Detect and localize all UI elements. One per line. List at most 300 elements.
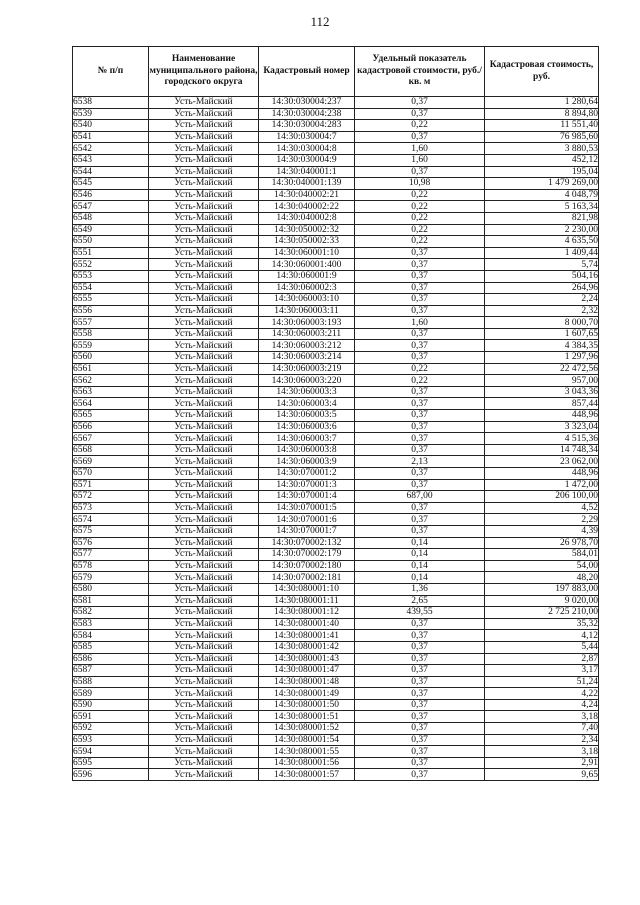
cell-specific-value: 0,37 xyxy=(355,444,485,456)
table-row xyxy=(73,317,599,329)
table-row xyxy=(73,699,599,711)
cell-district: Усть-Майский xyxy=(149,653,259,665)
cell-cadastral-number: 14:30:060002:3 xyxy=(259,282,355,294)
cell-cadastral-value: 3,17 xyxy=(485,665,599,677)
cell-cadastral-number: 14:30:080001:41 xyxy=(259,630,355,642)
cell-row-number: 6582 xyxy=(73,607,149,619)
cell-specific-value: 0,37 xyxy=(355,468,485,480)
cell-cadastral-number: 14:30:030004:8 xyxy=(259,143,355,155)
cell-district: Усть-Майский xyxy=(149,525,259,537)
cell-cadastral-number: 14:30:040002:8 xyxy=(259,212,355,224)
cell-specific-value: 0,37 xyxy=(355,131,485,143)
cell-row-number: 6558 xyxy=(73,328,149,340)
cell-specific-value: 0,37 xyxy=(355,746,485,758)
table-row xyxy=(73,108,599,120)
cell-row-number: 6573 xyxy=(73,502,149,514)
cell-specific-value: 1,60 xyxy=(355,317,485,329)
cell-cadastral-value: 821,98 xyxy=(485,212,599,224)
cell-row-number: 6583 xyxy=(73,618,149,630)
cell-row-number: 6585 xyxy=(73,641,149,653)
cell-cadastral-value: 2,32 xyxy=(485,305,599,317)
cell-cadastral-value: 9 020,00 xyxy=(485,595,599,607)
cell-specific-value: 0,37 xyxy=(355,352,485,364)
cell-row-number: 6555 xyxy=(73,294,149,306)
cell-cadastral-value: 2,34 xyxy=(485,734,599,746)
cell-cadastral-number: 14:30:060001:9 xyxy=(259,270,355,282)
table-row xyxy=(73,143,599,155)
cell-row-number: 6540 xyxy=(73,120,149,132)
cell-specific-value: 0,37 xyxy=(355,653,485,665)
cell-district: Усть-Майский xyxy=(149,468,259,480)
cell-district: Усть-Майский xyxy=(149,456,259,468)
cell-specific-value: 0,37 xyxy=(355,769,485,781)
cell-cadastral-value: 4 048,79 xyxy=(485,189,599,201)
table-row xyxy=(73,421,599,433)
cell-cadastral-value: 2 725 210,00 xyxy=(485,607,599,619)
cell-specific-value: 0,37 xyxy=(355,282,485,294)
cell-specific-value: 1,36 xyxy=(355,583,485,595)
cell-row-number: 6567 xyxy=(73,433,149,445)
table-row xyxy=(73,120,599,132)
cell-row-number: 6545 xyxy=(73,178,149,190)
cell-row-number: 6579 xyxy=(73,572,149,584)
cell-cadastral-number: 14:30:080001:43 xyxy=(259,653,355,665)
table-row xyxy=(73,328,599,340)
table-row xyxy=(73,665,599,677)
cell-cadastral-number: 14:30:080001:40 xyxy=(259,618,355,630)
cell-cadastral-value: 3,18 xyxy=(485,711,599,723)
cell-specific-value: 0,37 xyxy=(355,525,485,537)
table-row xyxy=(73,502,599,514)
cell-cadastral-value: 195,04 xyxy=(485,166,599,178)
table-row xyxy=(73,212,599,224)
cell-district: Усть-Майский xyxy=(149,328,259,340)
cell-cadastral-number: 14:30:060003:212 xyxy=(259,340,355,352)
cell-cadastral-number: 14:30:050002:33 xyxy=(259,236,355,248)
cell-cadastral-value: 1 280,64 xyxy=(485,97,599,109)
cell-specific-value: 0,37 xyxy=(355,305,485,317)
cell-cadastral-number: 14:30:080001:57 xyxy=(259,769,355,781)
cell-district: Усть-Майский xyxy=(149,224,259,236)
cell-cadastral-value: 4 515,36 xyxy=(485,433,599,445)
cell-cadastral-value: 452,12 xyxy=(485,154,599,166)
cell-district: Усть-Майский xyxy=(149,514,259,526)
cell-specific-value: 0,37 xyxy=(355,398,485,410)
cell-cadastral-number: 14:30:060003:193 xyxy=(259,317,355,329)
cell-specific-value: 0,14 xyxy=(355,549,485,561)
cell-row-number: 6552 xyxy=(73,259,149,271)
cell-district: Усть-Майский xyxy=(149,363,259,375)
table-row xyxy=(73,537,599,549)
cell-cadastral-value: 4,24 xyxy=(485,699,599,711)
cell-specific-value: 0,37 xyxy=(355,108,485,120)
cell-cadastral-value: 7,40 xyxy=(485,723,599,735)
header-district: Наименование муниципального района, городского округа xyxy=(149,47,259,97)
cell-row-number: 6562 xyxy=(73,375,149,387)
cell-district: Усть-Майский xyxy=(149,201,259,213)
cell-district: Усть-Майский xyxy=(149,549,259,561)
cell-specific-value: 0,37 xyxy=(355,757,485,769)
cell-cadastral-value: 2 230,00 xyxy=(485,224,599,236)
cell-row-number: 6556 xyxy=(73,305,149,317)
table-row xyxy=(73,398,599,410)
cell-cadastral-number: 14:30:060003:4 xyxy=(259,398,355,410)
cell-cadastral-value: 4,12 xyxy=(485,630,599,642)
table-row xyxy=(73,583,599,595)
cell-district: Усть-Майский xyxy=(149,502,259,514)
table-row xyxy=(73,154,599,166)
table-row xyxy=(73,630,599,642)
cell-district: Усть-Майский xyxy=(149,537,259,549)
table-row xyxy=(73,433,599,445)
cell-row-number: 6574 xyxy=(73,514,149,526)
cell-cadastral-value: 11 551,40 xyxy=(485,120,599,132)
cell-specific-value: 0,22 xyxy=(355,224,485,236)
cell-cadastral-number: 14:30:060003:3 xyxy=(259,386,355,398)
cell-row-number: 6541 xyxy=(73,131,149,143)
cell-row-number: 6577 xyxy=(73,549,149,561)
cell-specific-value: 439,55 xyxy=(355,607,485,619)
cell-district: Усть-Майский xyxy=(149,595,259,607)
cell-district: Усть-Майский xyxy=(149,294,259,306)
cell-district: Усть-Майский xyxy=(149,769,259,781)
cell-specific-value: 0,37 xyxy=(355,166,485,178)
cell-specific-value: 0,37 xyxy=(355,294,485,306)
cell-cadastral-value: 26 978,70 xyxy=(485,537,599,549)
cell-cadastral-number: 14:30:060001:400 xyxy=(259,259,355,271)
cell-row-number: 6580 xyxy=(73,583,149,595)
cell-cadastral-number: 14:30:070001:4 xyxy=(259,491,355,503)
cell-cadastral-value: 8 894,80 xyxy=(485,108,599,120)
table-row xyxy=(73,746,599,758)
table-row xyxy=(73,572,599,584)
cell-cadastral-value: 23 062,00 xyxy=(485,456,599,468)
cell-specific-value: 0,37 xyxy=(355,502,485,514)
table-row xyxy=(73,676,599,688)
cell-cadastral-number: 14:30:060003:9 xyxy=(259,456,355,468)
table-row xyxy=(73,294,599,306)
cell-cadastral-number: 14:30:060003:211 xyxy=(259,328,355,340)
cell-district: Усть-Майский xyxy=(149,120,259,132)
table-row xyxy=(73,734,599,746)
cell-specific-value: 0,37 xyxy=(355,328,485,340)
cell-row-number: 6547 xyxy=(73,201,149,213)
cell-cadastral-value: 51,24 xyxy=(485,676,599,688)
cell-cadastral-number: 14:30:080001:50 xyxy=(259,699,355,711)
table-row xyxy=(73,468,599,480)
cell-specific-value: 0,22 xyxy=(355,201,485,213)
cell-row-number: 6594 xyxy=(73,746,149,758)
cell-cadastral-value: 197 883,00 xyxy=(485,583,599,595)
cell-cadastral-number: 14:30:040002:21 xyxy=(259,189,355,201)
cell-district: Усть-Майский xyxy=(149,746,259,758)
cell-specific-value: 0,22 xyxy=(355,189,485,201)
table-row xyxy=(73,236,599,248)
cell-cadastral-value: 584,01 xyxy=(485,549,599,561)
cell-cadastral-value: 3 043,36 xyxy=(485,386,599,398)
cell-cadastral-number: 14:30:050002:32 xyxy=(259,224,355,236)
cell-cadastral-number: 14:30:030004:238 xyxy=(259,108,355,120)
cell-specific-value: 0,37 xyxy=(355,421,485,433)
cell-specific-value: 2,65 xyxy=(355,595,485,607)
cell-row-number: 6575 xyxy=(73,525,149,537)
cell-specific-value: 0,37 xyxy=(355,340,485,352)
cell-cadastral-number: 14:30:070001:6 xyxy=(259,514,355,526)
table-row xyxy=(73,757,599,769)
cell-row-number: 6538 xyxy=(73,97,149,109)
cell-row-number: 6569 xyxy=(73,456,149,468)
cell-district: Усть-Майский xyxy=(149,270,259,282)
cell-specific-value: 0,14 xyxy=(355,572,485,584)
cell-row-number: 6564 xyxy=(73,398,149,410)
cell-district: Усть-Майский xyxy=(149,444,259,456)
cell-district: Усть-Майский xyxy=(149,410,259,422)
table-row xyxy=(73,514,599,526)
cell-specific-value: 0,37 xyxy=(355,699,485,711)
cell-specific-value: 0,22 xyxy=(355,375,485,387)
table-row xyxy=(73,131,599,143)
cell-row-number: 6589 xyxy=(73,688,149,700)
table-row xyxy=(73,491,599,503)
cell-district: Усть-Майский xyxy=(149,560,259,572)
cell-row-number: 6592 xyxy=(73,723,149,735)
cell-specific-value: 0,37 xyxy=(355,641,485,653)
cell-cadastral-number: 14:30:060001:10 xyxy=(259,247,355,259)
cell-cadastral-number: 14:30:070002:181 xyxy=(259,572,355,584)
cell-cadastral-number: 14:30:080001:11 xyxy=(259,595,355,607)
cell-district: Усть-Майский xyxy=(149,699,259,711)
cell-row-number: 6561 xyxy=(73,363,149,375)
cell-specific-value: 0,37 xyxy=(355,665,485,677)
cell-specific-value: 687,00 xyxy=(355,491,485,503)
cell-cadastral-value: 14 748,34 xyxy=(485,444,599,456)
cell-cadastral-number: 14:30:080001:51 xyxy=(259,711,355,723)
cell-cadastral-value: 2,87 xyxy=(485,653,599,665)
cell-district: Усть-Майский xyxy=(149,131,259,143)
cell-specific-value: 0,22 xyxy=(355,212,485,224)
cell-row-number: 6557 xyxy=(73,317,149,329)
cell-cadastral-number: 14:30:060003:6 xyxy=(259,421,355,433)
cell-specific-value: 2,13 xyxy=(355,456,485,468)
cell-cadastral-number: 14:30:040002:22 xyxy=(259,201,355,213)
table-row xyxy=(73,456,599,468)
cell-cadastral-value: 5 163,34 xyxy=(485,201,599,213)
table-header xyxy=(73,47,599,97)
cell-specific-value: 0,37 xyxy=(355,386,485,398)
table-row xyxy=(73,259,599,271)
cell-row-number: 6578 xyxy=(73,560,149,572)
table-row xyxy=(73,525,599,537)
cell-district: Усть-Майский xyxy=(149,340,259,352)
cell-row-number: 6548 xyxy=(73,212,149,224)
cell-cadastral-value: 5,74 xyxy=(485,259,599,271)
cell-cadastral-number: 14:30:080001:12 xyxy=(259,607,355,619)
table-row xyxy=(73,641,599,653)
cell-cadastral-value: 857,44 xyxy=(485,398,599,410)
cell-specific-value: 0,22 xyxy=(355,236,485,248)
cell-row-number: 6593 xyxy=(73,734,149,746)
cell-district: Усть-Майский xyxy=(149,572,259,584)
table-row xyxy=(73,340,599,352)
cell-district: Усть-Майский xyxy=(149,236,259,248)
cell-specific-value: 0,22 xyxy=(355,363,485,375)
cell-specific-value: 0,37 xyxy=(355,630,485,642)
cell-specific-value: 0,37 xyxy=(355,711,485,723)
cell-cadastral-value: 4 384,35 xyxy=(485,340,599,352)
cell-cadastral-value: 5,44 xyxy=(485,641,599,653)
cell-row-number: 6587 xyxy=(73,665,149,677)
cell-cadastral-number: 14:30:080001:10 xyxy=(259,583,355,595)
cell-district: Усть-Майский xyxy=(149,641,259,653)
cell-row-number: 6584 xyxy=(73,630,149,642)
cell-cadastral-number: 14:30:070002:132 xyxy=(259,537,355,549)
cell-specific-value: 0,37 xyxy=(355,270,485,282)
cell-cadastral-number: 14:30:070002:179 xyxy=(259,549,355,561)
cell-cadastral-value: 4 635,50 xyxy=(485,236,599,248)
table-row xyxy=(73,352,599,364)
cell-cadastral-number: 14:30:070001:3 xyxy=(259,479,355,491)
cell-cadastral-number: 14:30:070001:5 xyxy=(259,502,355,514)
table-row xyxy=(73,607,599,619)
cell-cadastral-value: 3,18 xyxy=(485,746,599,758)
cell-cadastral-value: 3 880,53 xyxy=(485,143,599,155)
cell-specific-value: 1,60 xyxy=(355,143,485,155)
cell-specific-value: 0,37 xyxy=(355,97,485,109)
cell-row-number: 6595 xyxy=(73,757,149,769)
cell-district: Усть-Майский xyxy=(149,711,259,723)
cell-cadastral-value: 448,96 xyxy=(485,468,599,480)
cell-cadastral-number: 14:30:030004:237 xyxy=(259,97,355,109)
header-row xyxy=(73,47,599,97)
cell-district: Усть-Майский xyxy=(149,757,259,769)
cell-row-number: 6568 xyxy=(73,444,149,456)
cell-district: Усть-Майский xyxy=(149,583,259,595)
cell-specific-value: 0,37 xyxy=(355,433,485,445)
cell-specific-value: 0,14 xyxy=(355,560,485,572)
cell-district: Усть-Майский xyxy=(149,479,259,491)
cell-cadastral-number: 14:30:080001:55 xyxy=(259,746,355,758)
table-row xyxy=(73,224,599,236)
cell-cadastral-value: 2,24 xyxy=(485,294,599,306)
cell-row-number: 6544 xyxy=(73,166,149,178)
cell-district: Усть-Майский xyxy=(149,352,259,364)
table-row xyxy=(73,282,599,294)
cell-specific-value: 0,37 xyxy=(355,514,485,526)
cell-district: Усть-Майский xyxy=(149,665,259,677)
cell-specific-value: 0,37 xyxy=(355,676,485,688)
table-row xyxy=(73,410,599,422)
cell-cadastral-number: 14:30:080001:47 xyxy=(259,665,355,677)
table-row xyxy=(73,444,599,456)
cell-district: Усть-Майский xyxy=(149,108,259,120)
header-specific-value: Удельный показатель кадастровой стоимости, руб./кв. м xyxy=(355,47,485,97)
cell-district: Усть-Майский xyxy=(149,212,259,224)
cell-specific-value: 0,37 xyxy=(355,479,485,491)
cell-district: Усть-Майский xyxy=(149,688,259,700)
table-row xyxy=(73,247,599,259)
cell-district: Усть-Майский xyxy=(149,433,259,445)
cell-district: Усть-Майский xyxy=(149,375,259,387)
header-cadastral-value: Кадастровая стоимость, руб. xyxy=(485,47,599,97)
cell-cadastral-value: 54,00 xyxy=(485,560,599,572)
table-row xyxy=(73,201,599,213)
table-row xyxy=(73,178,599,190)
cell-row-number: 6586 xyxy=(73,653,149,665)
cadastral-value-table xyxy=(72,46,599,781)
cell-cadastral-value: 2,29 xyxy=(485,514,599,526)
page-number: 112 xyxy=(310,14,330,29)
cell-row-number: 6560 xyxy=(73,352,149,364)
cell-row-number: 6551 xyxy=(73,247,149,259)
cell-district: Усть-Майский xyxy=(149,97,259,109)
cell-cadastral-value: 206 100,00 xyxy=(485,491,599,503)
table-row xyxy=(73,386,599,398)
cell-cadastral-value: 76 985,60 xyxy=(485,131,599,143)
cell-district: Усть-Майский xyxy=(149,143,259,155)
cell-row-number: 6550 xyxy=(73,236,149,248)
cell-row-number: 6571 xyxy=(73,479,149,491)
table-row xyxy=(73,363,599,375)
cell-specific-value: 0,37 xyxy=(355,618,485,630)
cell-row-number: 6596 xyxy=(73,769,149,781)
table-row xyxy=(73,560,599,572)
cell-cadastral-number: 14:30:030004:7 xyxy=(259,131,355,143)
cell-row-number: 6546 xyxy=(73,189,149,201)
cell-specific-value: 1,60 xyxy=(355,154,485,166)
cell-district: Усть-Майский xyxy=(149,398,259,410)
cell-cadastral-value: 264,96 xyxy=(485,282,599,294)
cell-cadastral-number: 14:30:040001:139 xyxy=(259,178,355,190)
cell-district: Усть-Майский xyxy=(149,630,259,642)
cell-district: Усть-Майский xyxy=(149,676,259,688)
cell-row-number: 6591 xyxy=(73,711,149,723)
table-row xyxy=(73,769,599,781)
cell-specific-value: 10,98 xyxy=(355,178,485,190)
table-row xyxy=(73,189,599,201)
table-body xyxy=(73,97,599,781)
cell-cadastral-value: 2,91 xyxy=(485,757,599,769)
cell-row-number: 6570 xyxy=(73,468,149,480)
cell-row-number: 6581 xyxy=(73,595,149,607)
cell-district: Усть-Майский xyxy=(149,154,259,166)
cell-row-number: 6590 xyxy=(73,699,149,711)
cell-district: Усть-Майский xyxy=(149,305,259,317)
cell-district: Усть-Майский xyxy=(149,607,259,619)
cell-cadastral-value: 1 472,00 xyxy=(485,479,599,491)
cell-cadastral-number: 14:30:080001:42 xyxy=(259,641,355,653)
cell-cadastral-number: 14:30:060003:7 xyxy=(259,433,355,445)
cell-cadastral-number: 14:30:060003:219 xyxy=(259,363,355,375)
cell-cadastral-value: 1 409,44 xyxy=(485,247,599,259)
table-row xyxy=(73,166,599,178)
cell-cadastral-value: 1 479 269,00 xyxy=(485,178,599,190)
cell-cadastral-value: 504,16 xyxy=(485,270,599,282)
cell-cadastral-value: 1 607,65 xyxy=(485,328,599,340)
table-row xyxy=(73,97,599,109)
cell-cadastral-number: 14:30:060003:214 xyxy=(259,352,355,364)
cell-row-number: 6563 xyxy=(73,386,149,398)
cell-district: Усть-Майский xyxy=(149,386,259,398)
cell-district: Усть-Майский xyxy=(149,178,259,190)
cell-specific-value: 0,37 xyxy=(355,247,485,259)
cell-cadastral-number: 14:30:030004:283 xyxy=(259,120,355,132)
cell-cadastral-number: 14:30:080001:49 xyxy=(259,688,355,700)
cell-specific-value: 0,37 xyxy=(355,259,485,271)
cell-district: Усть-Майский xyxy=(149,317,259,329)
table-row xyxy=(73,305,599,317)
cell-specific-value: 0,37 xyxy=(355,734,485,746)
cell-cadastral-number: 14:30:060003:5 xyxy=(259,410,355,422)
